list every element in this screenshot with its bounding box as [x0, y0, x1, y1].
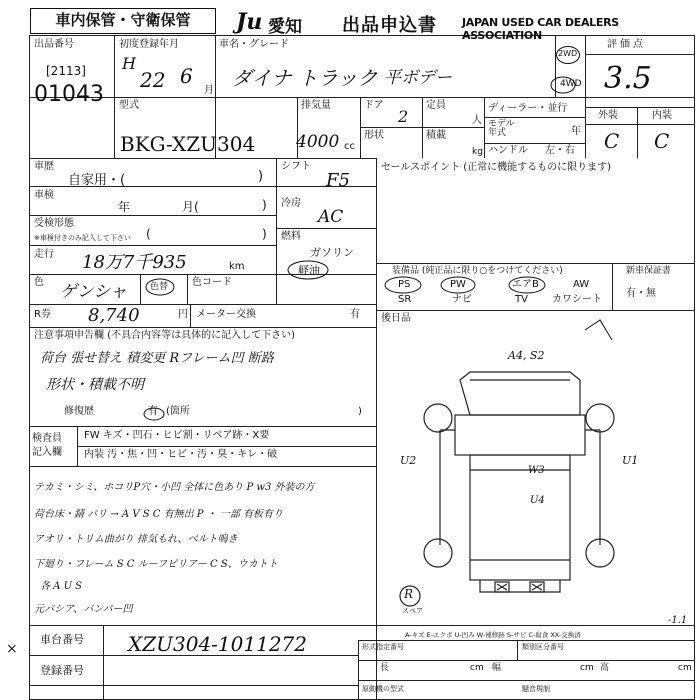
engine-type-label: 原動機の型式 [362, 685, 404, 693]
kg-unit: kg [472, 147, 483, 157]
chassis-value: XZU304-1011272 [128, 632, 307, 656]
inspection-month: 月( [182, 200, 199, 214]
repair-value: 有 [148, 406, 158, 417]
ac-value: AC [318, 207, 344, 227]
reg-year: 22 [140, 68, 166, 92]
fuel-value: ガソリン [310, 246, 354, 259]
form-title: 出品申込書 [342, 15, 437, 36]
inspector-memo-1: テカミ・シミ、ホコリP穴・小凹 全体に色あり P w3 外装の方 [34, 482, 315, 493]
notes-header: 注意事項申告欄 (不具合内容等は具体的に記入して下さい) [34, 330, 295, 341]
diagram-left-note: U2 [400, 454, 417, 467]
color-change: 色替 [150, 282, 169, 292]
capacity-unit: 人 [472, 115, 482, 126]
shift-label: シフト [281, 161, 311, 172]
class-number-label: 類別区分番号 [522, 643, 564, 651]
repair-close: ) [358, 406, 362, 417]
spare-mark: R [404, 587, 414, 601]
mileage-value: 18万7千935 [82, 252, 187, 273]
inspector-interior-row: 内装 汚・焦・凹・ヒビ・汚・臭・キレ・破 [84, 449, 278, 460]
size-width-unit: cm [580, 663, 594, 673]
size-height: 高 [600, 663, 610, 673]
sales-point-label: セールスポイント (正常に機能するものに限ります) [381, 162, 612, 173]
drive-2wd: 2WD [558, 49, 578, 58]
mileage-label: 走行 [34, 249, 54, 260]
fuel-label: 燃料 [281, 231, 301, 242]
shape-label: 形状 [364, 130, 384, 141]
equip-navi: ナビ [452, 294, 472, 305]
lot-number: 01043 [34, 82, 104, 107]
reg-era: H [122, 54, 136, 73]
header-badge: 車内保管・守衛保管 [30, 8, 216, 34]
inspector-memo-2: 荷台床・錆 パリ → A V S C 有無出 P ・ 一部 有板有り [34, 509, 284, 520]
r-ticket-label: R券 [34, 309, 51, 320]
noise-label: 騒音規制 [522, 685, 550, 693]
equip-pw: PW [450, 279, 466, 290]
header-org: 愛知 [268, 17, 302, 37]
ju-logo: Ju [236, 9, 263, 35]
later-label: 後日品 [381, 313, 411, 324]
diagram-mid-note: W3 [528, 465, 545, 476]
door-label: ドア [364, 100, 384, 111]
first-reg-label: 初度登録年月 [119, 39, 179, 50]
equipment-grid [380, 278, 610, 308]
displacement-label: 排気量 [301, 100, 331, 111]
color-code-label: 色コード [192, 277, 232, 288]
dealer-label: ディーラー・並行 [488, 103, 568, 114]
reg-month: 6 [180, 64, 193, 88]
color-value: ゲンシャ [60, 282, 127, 302]
car-name-label: 車名・グレード [219, 39, 289, 50]
load-label: 積載 [426, 130, 446, 141]
inspector-memo-5: 各 A U S [40, 581, 83, 592]
inspector-memo-3: アオリ・トリム曲がり 排気もれ、ベルト鳴き [34, 534, 238, 545]
equip-tv: TV [515, 294, 528, 305]
inspection-close: ) [262, 198, 267, 212]
exterior-grade: C [604, 129, 620, 153]
size-width: 幅 [492, 663, 502, 673]
size-length: 長 [380, 663, 390, 673]
interior-label: 内装 [652, 110, 672, 121]
type-approval-label: 形式指定番号 [362, 643, 404, 651]
equip-airbag: エアB [512, 279, 539, 290]
shift-value: F5 [326, 170, 350, 191]
exterior-label: 外装 [598, 110, 618, 121]
drive-2wd-circle [556, 46, 580, 64]
size-height-unit: cm [678, 663, 692, 673]
inspection-label: 車検 [34, 190, 54, 201]
meter-label: メーター交換 [196, 309, 256, 320]
size-length-unit: cm [470, 663, 484, 673]
car-grade: 平ボデー [384, 68, 452, 88]
notes-line-2: 形状・積載不明 [46, 377, 144, 393]
ac-label: 冷房 [281, 198, 301, 209]
reg-month-unit: 月 [204, 85, 214, 96]
reg-number-label: 登録番号 [40, 664, 84, 677]
reception-close: ) [262, 227, 267, 241]
drive-4wd: 4WD [560, 79, 582, 89]
year-unit: 年 [571, 126, 581, 137]
equip-ps: PS [398, 279, 411, 290]
reception-open: ( [146, 227, 151, 241]
history-value: 自家用・( [68, 173, 126, 188]
history-close: ) [258, 169, 264, 184]
right-margin-mark: -1.1 [668, 615, 688, 626]
inspector-memo-4: 下廻り・フレーム S C ルーフピリアー C S、ウカトト [34, 559, 278, 570]
damage-legend: A-キズ E-エクボ U-凹み W-補修跡 S-サビ C-腐食 XX-交換済 [405, 631, 581, 639]
inspector-label: 検査員 記入欄 [32, 433, 62, 458]
model-year-label: モデル 年式 [488, 119, 515, 138]
interior-grade: C [654, 129, 670, 153]
left-margin-mark: × [6, 641, 18, 657]
cc-unit: cc [344, 141, 355, 152]
inspector-memo-6: 元バシア、バンパー凹 [34, 604, 133, 615]
color-label: 色 [34, 277, 44, 288]
inspection-year: 年 [118, 200, 131, 214]
notes-line-1: 荷台 張せ替え 積変更 Rフレーム凹 断路 [40, 351, 274, 366]
yen-unit: 円 [178, 309, 188, 320]
chassis-label: 車台番号 [40, 633, 84, 646]
model-value: BKG-XZU304 [120, 132, 256, 156]
inspector-fw-row: FW キズ・凹石・ヒビ割・リペア跡・X要 [84, 430, 270, 441]
model-label: 型式 [119, 100, 139, 111]
reception-label: 受検形態 [34, 218, 74, 229]
diagram-top-note: A4, S2 [508, 349, 545, 362]
capacity-label: 定員 [426, 100, 446, 111]
repair-place: (箇所 [166, 406, 190, 417]
repair-label: 修復歴 [64, 406, 94, 417]
displacement-value: 4000 [296, 132, 340, 152]
reception-sub: ※車検付きのみ記入して下さい [34, 234, 131, 242]
lot-sub: [2113] [46, 64, 86, 78]
new-warranty-value: 有・無 [626, 288, 656, 299]
meter-value: 有 [350, 309, 360, 320]
diagram-right-note: U1 [622, 454, 639, 467]
equip-sr: SR [398, 294, 412, 305]
handle-value: 左・右 [545, 145, 575, 156]
r-ticket-value: 8,740 [88, 305, 140, 326]
equip-aw: AW [573, 279, 590, 290]
score-label: 評価点 [607, 39, 646, 50]
door-value: 2 [398, 107, 409, 126]
new-warranty-label: 新車保証書 [626, 266, 672, 276]
equipment-label: 装備品 (純正品に限り○をつけてください) [392, 266, 563, 276]
car-name: ダイナ トラック [232, 66, 378, 90]
lot-label: 出品番号 [34, 39, 74, 50]
diagram-u4-note: U4 [530, 495, 545, 506]
english-title: JAPAN USED CAR DEALERS ASSOCIATION [462, 16, 619, 42]
fuel-value-2: 軽油 [298, 264, 320, 277]
handle-label: ハンドル [488, 145, 528, 156]
km-unit: km [229, 261, 245, 272]
vehicle-diagram [400, 372, 614, 606]
equip-seat: カワシート [552, 294, 602, 305]
score-value: 3.5 [604, 61, 652, 96]
spare-label: スペア [402, 607, 423, 615]
history-label: 車歴 [34, 161, 54, 172]
